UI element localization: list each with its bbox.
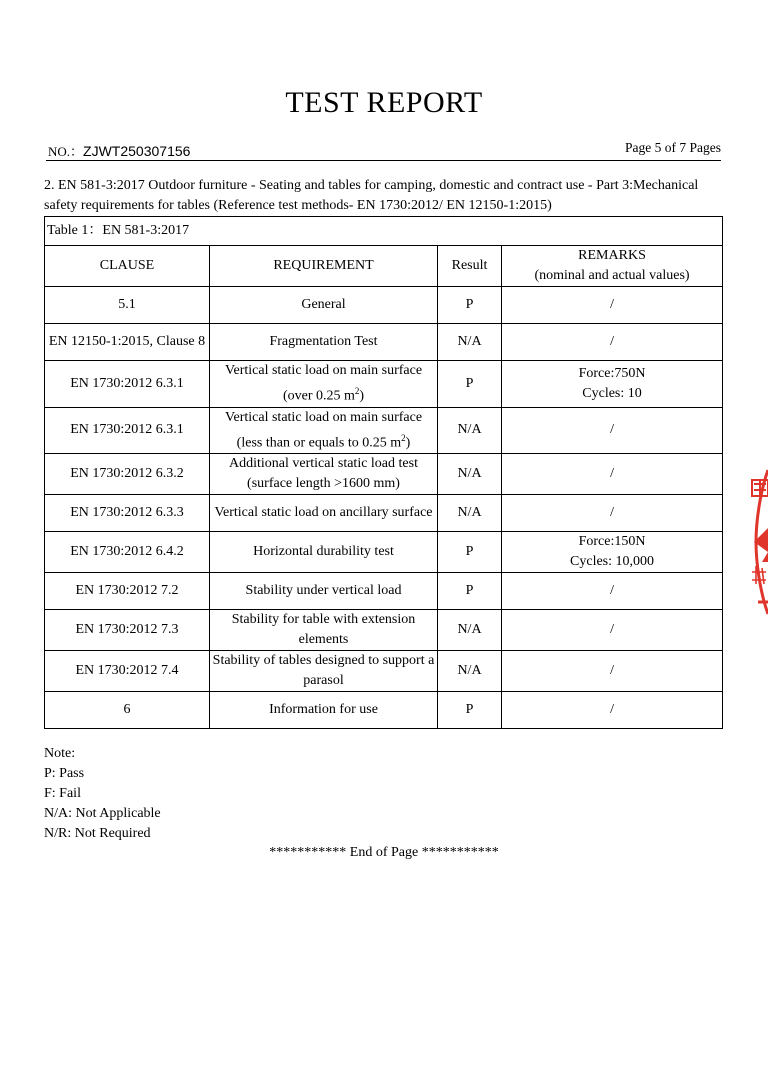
table-row [45, 692, 723, 729]
remarks-line: Cycles: 10,000 [570, 554, 655, 570]
remarks-cell [502, 407, 723, 454]
report-number [48, 141, 190, 160]
clause-cell: EN 1730:2012 7.2 [45, 573, 210, 610]
end-of-page-marker: *********** End of Page *********** [269, 845, 499, 860]
result-cell: P [438, 692, 502, 729]
requirement-line [211, 428, 436, 454]
result-cell: N/A [438, 324, 502, 361]
remarks-cell [502, 454, 723, 495]
table-row [45, 361, 723, 408]
requirement-text: parasol [303, 673, 344, 689]
result-header: Result [438, 246, 502, 287]
requirement-line: Stability for table with extension [231, 612, 416, 628]
result-cell: N/A [438, 495, 502, 532]
notes-label: Note: [44, 746, 76, 761]
requirement-line: General [301, 297, 346, 312]
remarks-cell [502, 287, 723, 324]
result-cell: N/A [438, 407, 502, 454]
requirement-text: (over 0.25 m [282, 388, 355, 404]
clause-cell: EN 1730:2012 7.3 [45, 610, 210, 651]
official-seal-stamp [738, 462, 768, 622]
remarks-line: / [610, 297, 614, 312]
requirement-line: Information for use [269, 702, 378, 718]
requirement-line: Vertical static load on ancillary surface [214, 505, 433, 521]
clause-cell: 6 [45, 692, 210, 729]
requirement-line [211, 474, 436, 494]
clause-cell: EN 1730:2012 6.3.1 [45, 407, 210, 454]
remarks-line: / [610, 702, 614, 718]
clause-cell: EN 1730:2012 6.3.2 [45, 454, 210, 495]
result-cell: P [438, 361, 502, 408]
requirement-line: Horizontal durability test [253, 544, 394, 560]
superscript: 2 [354, 386, 360, 396]
remarks-cell [502, 532, 723, 573]
clause-cell: EN 1730:2012 6.3.1 [45, 361, 210, 408]
clause-header: CLAUSE [45, 246, 210, 287]
remarks-line: / [610, 622, 614, 638]
clause-cell: EN 1730:2012 7.4 [45, 651, 210, 692]
clause-cell: EN 1730:2012 6.3.3 [45, 495, 210, 532]
remarks-line: / [610, 334, 614, 349]
requirement-cell [210, 532, 438, 573]
clause-cell: EN 12150-1:2015, Clause 8 [45, 324, 210, 361]
remarks-cell [502, 651, 723, 692]
remarks-cell [502, 361, 723, 408]
requirement-line: Additional vertical static load test [229, 456, 418, 472]
requirement-cell [210, 454, 438, 495]
requirement-line [211, 381, 436, 407]
table-row [45, 610, 723, 651]
result-cell: N/A [438, 454, 502, 495]
requirement-line: Fragmentation Test [269, 334, 378, 349]
remarks-cell [502, 573, 723, 610]
requirement-header: REQUIREMENT [210, 246, 438, 287]
clause-cell: EN 1730:2012 6.4.2 [45, 532, 210, 573]
table-row [45, 651, 723, 692]
note-item: P: Pass [44, 766, 85, 781]
requirement-cell [210, 495, 438, 532]
requirement-text-end: ) [359, 388, 365, 404]
report-number-value: ZJWT250307156 [83, 143, 191, 159]
result-cell: P [438, 287, 502, 324]
remarks-line: / [610, 422, 614, 438]
result-cell: N/A [438, 651, 502, 692]
remarks-cell [502, 324, 723, 361]
remarks-line: Force:750N [578, 365, 646, 381]
requirement-text: (less than or equals to 0.25 m [236, 435, 402, 451]
remarks-header-title: REMARKS [578, 248, 646, 263]
requirement-cell [210, 651, 438, 692]
requirement-line: Stability of tables designed to support a [212, 653, 435, 669]
remarks-cell [502, 610, 723, 651]
requirement-cell [210, 573, 438, 610]
note-item: N/R: Not Required [44, 826, 151, 841]
table-header-row [45, 246, 723, 287]
remarks-line: / [610, 466, 614, 482]
note-item: N/A: Not Applicable [44, 806, 161, 821]
remarks-line: / [610, 583, 614, 599]
table-row [45, 407, 723, 454]
page-indicator: Page 5 of 7 Pages [625, 140, 721, 155]
clauses-table [44, 216, 723, 729]
result-cell: N/A [438, 610, 502, 651]
table-row [45, 324, 723, 361]
requirement-text: (surface length >1600 mm) [247, 476, 400, 492]
requirement-text: elements [298, 632, 349, 648]
table-row [45, 287, 723, 324]
remarks-cell [502, 692, 723, 729]
requirement-line: Vertical static load on main surface [224, 409, 423, 425]
result-cell: P [438, 573, 502, 610]
requirement-line [211, 671, 436, 691]
report-header [46, 140, 721, 161]
table-row [45, 532, 723, 573]
requirement-line: Vertical static load on main surface [224, 363, 423, 378]
table-row [45, 495, 723, 532]
table-row [45, 454, 723, 495]
requirement-cell [210, 324, 438, 361]
requirement-cell [210, 692, 438, 729]
requirement-cell [210, 361, 438, 408]
remarks-line: / [610, 505, 614, 521]
remarks-header [502, 246, 723, 287]
requirement-cell [210, 287, 438, 324]
notes [44, 744, 161, 844]
section-heading: 2. EN 581-3:2017 Outdoor furniture - Seating and tables for camping, domestic and contract use - Part 3:Mechanical safety requirements for tables (Reference test methods- EN 1730:2012/ EN 12150-1:2015) [44, 178, 699, 213]
requirement-line [211, 630, 436, 650]
remarks-cell [502, 495, 723, 532]
requirement-cell [210, 610, 438, 651]
clause-cell: 5.1 [45, 287, 210, 324]
remarks-line: Force:150N [578, 534, 646, 550]
remarks-line: Cycles: 10 [582, 385, 642, 401]
requirement-cell [210, 407, 438, 454]
report-number-label: NO.： [48, 144, 84, 159]
requirement-text-end: ) [405, 435, 411, 451]
superscript: 2 [401, 432, 406, 443]
table-caption: Table 1：EN 581-3:2017 [45, 217, 723, 246]
table-row [45, 573, 723, 610]
remarks-line: / [610, 663, 614, 679]
note-item: F: Fail [44, 786, 81, 801]
remarks-header-subtitle: (nominal and actual values) [534, 268, 690, 283]
result-cell: P [438, 532, 502, 573]
report-title: TEST REPORT [285, 86, 483, 119]
requirement-line: Stability under vertical load [245, 583, 402, 599]
